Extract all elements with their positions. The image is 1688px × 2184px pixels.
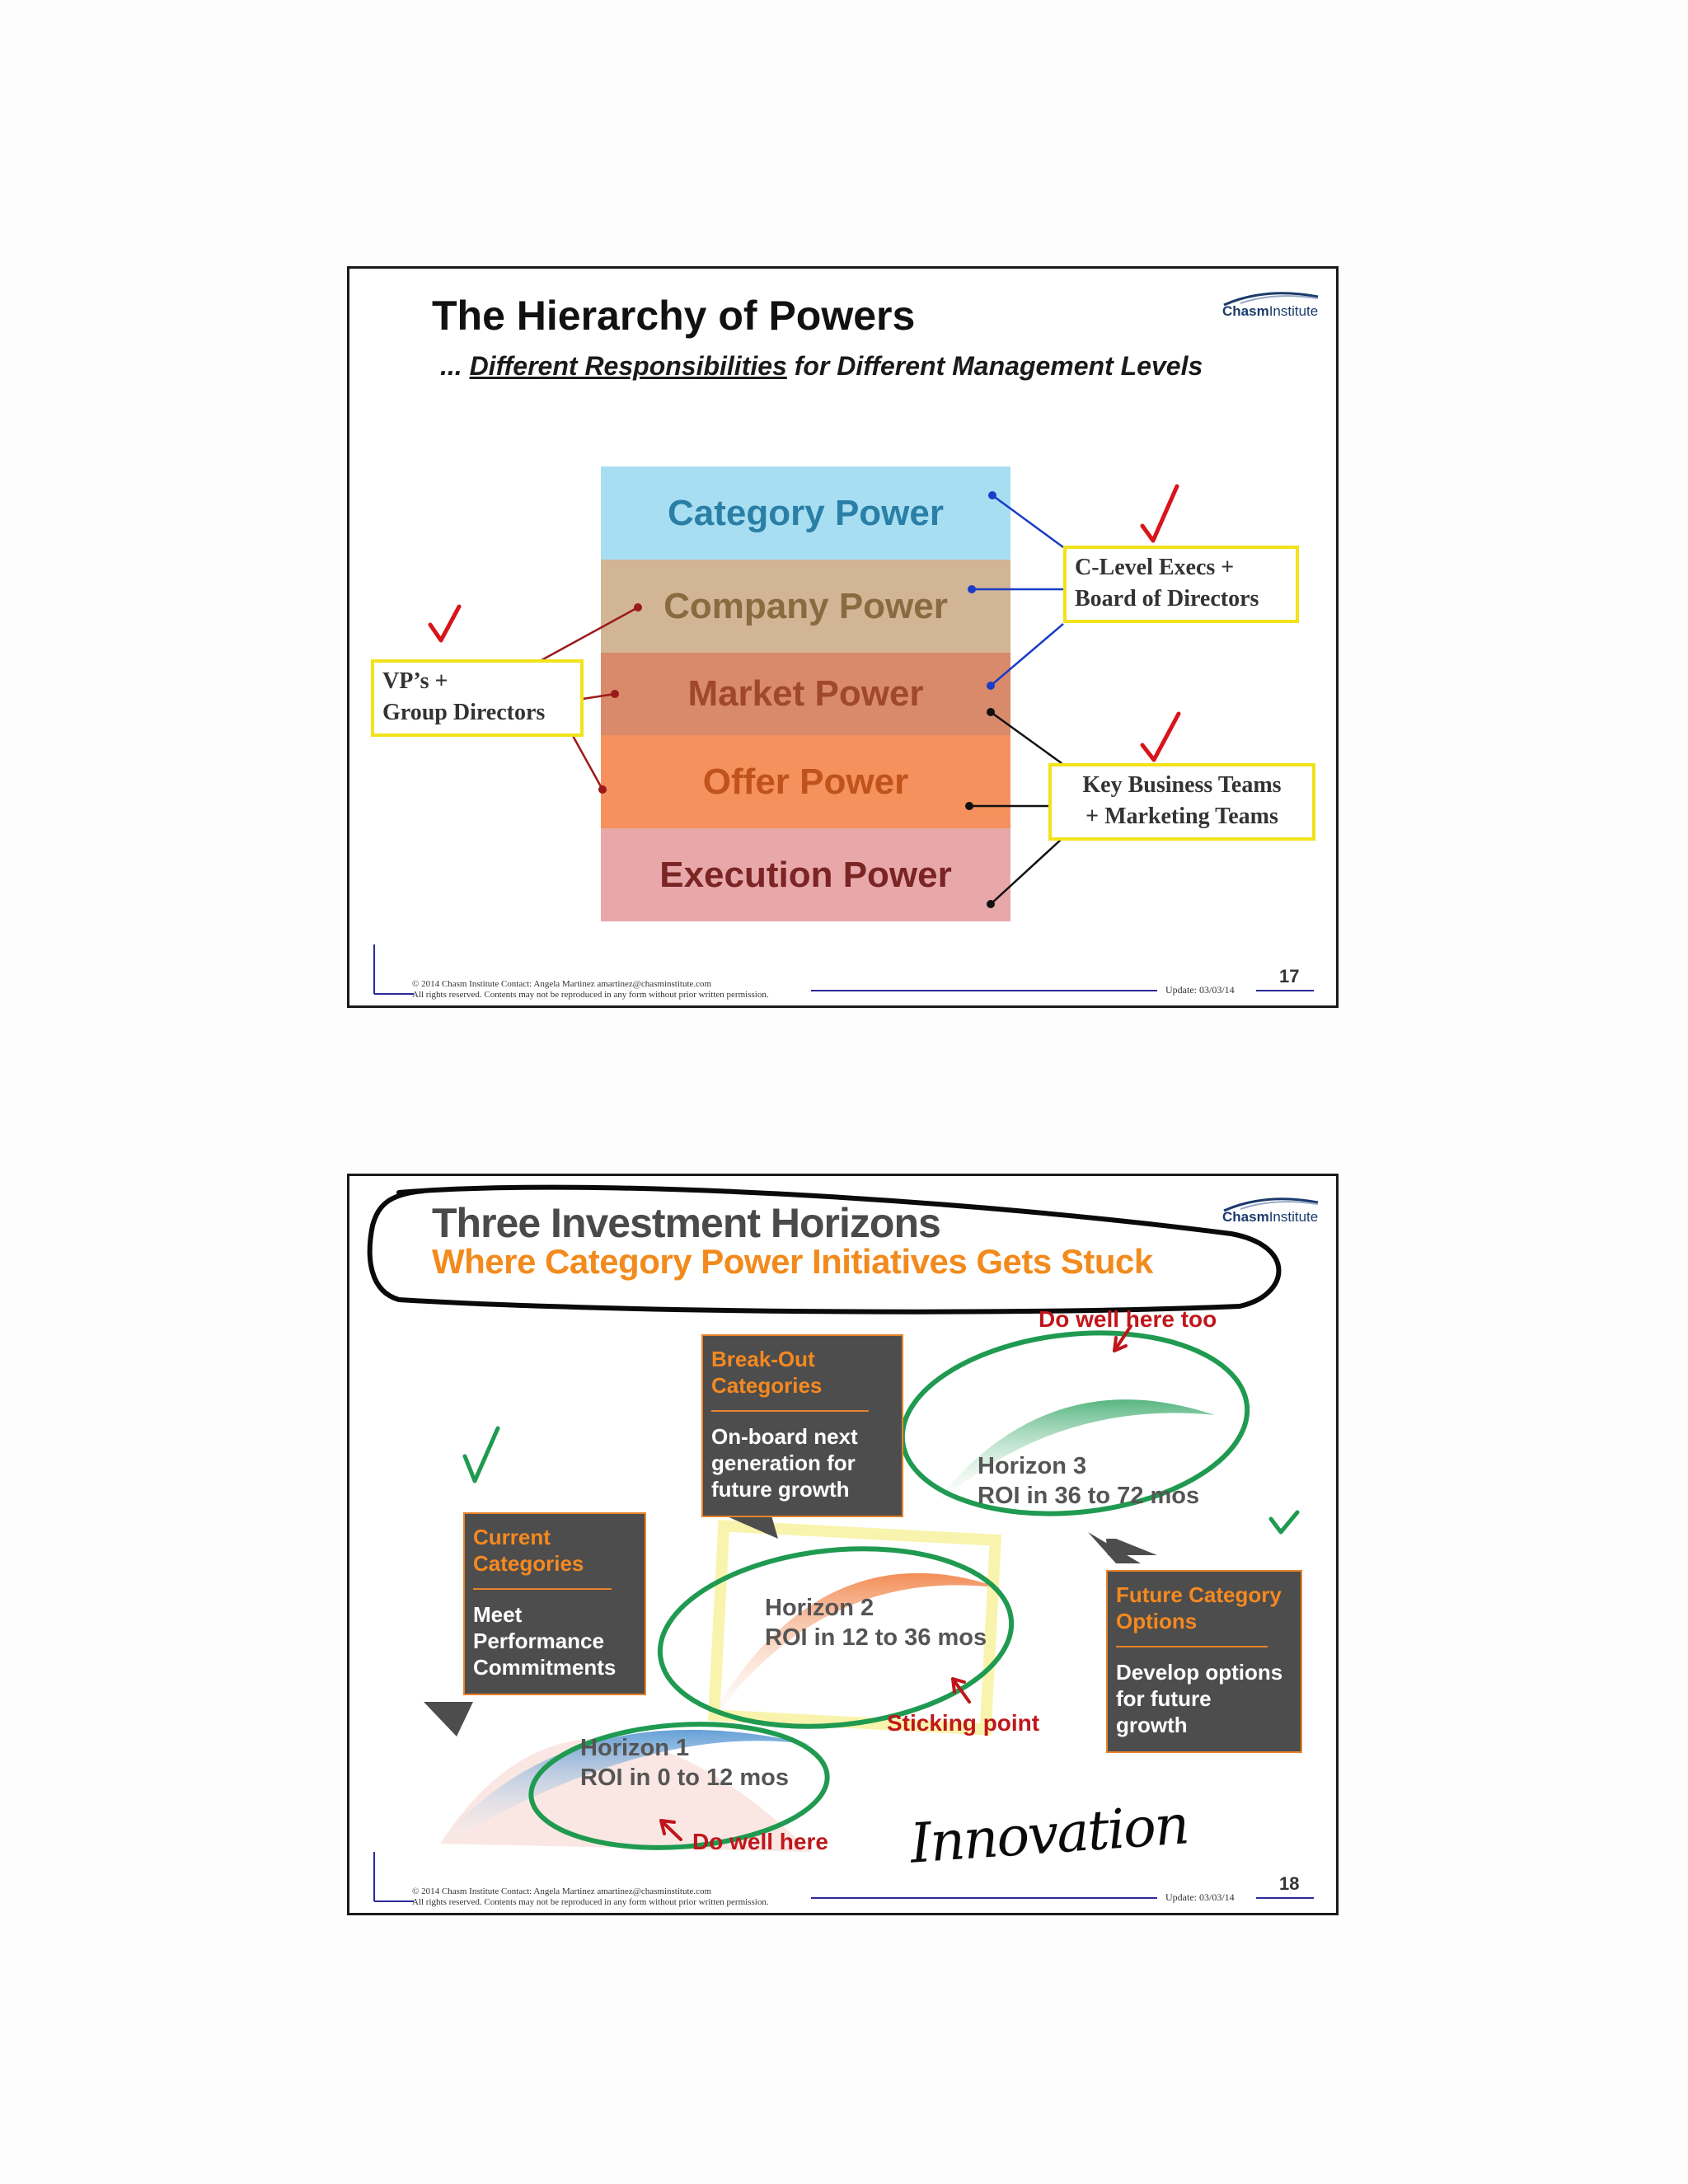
footer-update-date: Update: 03/03/14 <box>1165 1891 1235 1903</box>
horizon-3-label: Horizon 3 ROI in 36 to 72 mos <box>978 1453 1200 1509</box>
horizon-2-label: Horizon 2 ROI in 12 to 36 mos <box>765 1595 987 1651</box>
footer-copyright: © 2014 Chasm Institute Contact: Angela Martinez amartinez@chasminstitute.com All rights reserved. Contents may not be reproduced in any form without prior written permission. <box>412 1886 769 1907</box>
callout-line: C-Level Execs + <box>1075 555 1235 580</box>
band-label: Company Power <box>663 586 948 626</box>
callout-line: + Marketing Teams <box>1085 804 1278 829</box>
check-icon <box>1271 1512 1297 1532</box>
chasm-institute-logo <box>1216 1191 1323 1232</box>
band-label: Category Power <box>668 493 944 533</box>
check-icon <box>1142 714 1179 760</box>
subtitle-prefix: ... <box>440 351 470 381</box>
callout-key-business-teams <box>1048 763 1315 841</box>
band-label: Market Power <box>687 673 924 714</box>
callout-line: Key Business Teams <box>1082 772 1282 798</box>
callout-line: Board of Directors <box>1075 586 1259 612</box>
slide-three-investment-horizons <box>347 1174 1339 1915</box>
check-icon <box>1142 486 1177 541</box>
check-icon <box>430 607 459 640</box>
box-future-category-options: Future Category Options Develop options for future growth <box>1106 1570 1302 1753</box>
callout-line: Group Directors <box>382 700 546 725</box>
annotation-do-well-here-too: Do well here too <box>1039 1306 1217 1332</box>
annotation-sticking-point: Sticking point <box>887 1710 1040 1736</box>
box-break-out-categories: Break-Out Categories On-board next generation for future growth <box>701 1334 903 1517</box>
page-number: 17 <box>1279 966 1300 987</box>
callout-line: VP’s + <box>382 668 448 694</box>
annotation-do-well-here: Do well here <box>692 1829 828 1854</box>
footer-copyright: © 2014 Chasm Institute Contact: Angela Martinez amartinez@chasminstitute.com All rights reserved. Contents may not be reproduced in any form without prior written permission. <box>412 979 769 1000</box>
subtitle-underlined: Different Responsibilities <box>469 351 787 381</box>
arrow-icon <box>953 1679 969 1702</box>
band-label: Execution Power <box>659 855 952 895</box>
slide-title: The Hierarchy of Powers <box>432 293 916 339</box>
logo-text: ChasmInstitute <box>1222 303 1319 319</box>
slide-subtitle: Where Category Power Initiatives Gets Stuck <box>432 1242 1153 1281</box>
band-label: Offer Power <box>702 762 909 802</box>
footer-update-date: Update: 03/03/14 <box>1165 984 1235 996</box>
check-icon <box>465 1428 498 1481</box>
callout-vp-group-directors <box>371 659 584 737</box>
slide-hierarchy-of-powers <box>347 266 1339 1008</box>
box-current-categories: Current Categories Meet Performance Commitments <box>463 1512 646 1695</box>
connector-lines <box>349 269 1339 1008</box>
horizon-1-label: Horizon 1 ROI in 0 to 12 mos <box>580 1735 789 1791</box>
subtitle-suffix: for Different Management Levels <box>786 351 1203 381</box>
page-number: 18 <box>1279 1873 1300 1894</box>
handwritten-note: Innovation <box>907 1793 1190 1876</box>
slide-title: Three Investment Horizons <box>432 1200 940 1246</box>
logo-text: ChasmInstitute <box>1222 1209 1319 1225</box>
callout-c-level-execs <box>1063 546 1299 623</box>
